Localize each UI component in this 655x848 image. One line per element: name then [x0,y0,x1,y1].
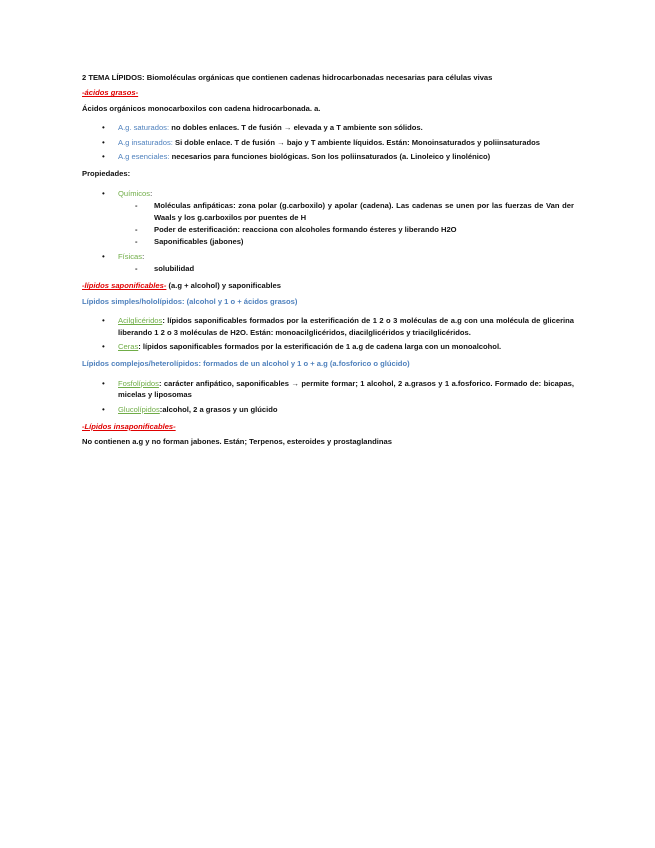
item-text: : lípidos saponificables formados por la esterificación de 1 2 o 3 moléculas de a.g con una molécula de glicerina liberando 1 2 o 3 moléculas de H2O. Están: monoacilglicéridos, diacilglicéridos y triacilglicéridos. [118,316,574,337]
bullet-icon: • [102,251,105,261]
list-item-quimicos [82,188,574,248]
list-item [82,315,574,338]
list-item [82,404,574,415]
item-text: no dobles enlaces. T de fusión → elevada y a T ambiente son sólidos. [171,123,423,133]
list-item [82,151,574,162]
sublist-item [118,236,574,247]
section-heading-saponificables: -lípidos saponificables- [82,281,167,291]
section-heading-acidos-grasos: -ácidos grasos- [82,88,139,98]
list-item [82,378,574,401]
dash-icon: - [135,201,138,211]
saponificables-heading-line [82,280,574,291]
lipid-definition: Biomoléculas orgánicas que contienen cadenas hidrocarbonadas necesarias para células vivas [146,73,493,82]
sublist-text: Poder de esterificación: reacciona con alcoholes formando ésteres y liberando H2O [154,224,457,234]
insaponificables-text: No contienen a.g y no forman jabones. Están; Terpenos, esteroides y prostaglandinas [82,437,393,447]
item-label: Glucolípidos [118,404,160,414]
item-label: A.g insaturados: [118,137,173,147]
acidos-grasos-intro: Ácidos orgánicos monocarboxilos con cadena hidrocarbonada. a. [82,103,321,113]
sublist-text: Moléculas anfipáticas: zona polar (g.carboxilo) y apolar (cadena). Las cadenas se unen por las fuerzas de Van der Waals y los g.carboxilos por puentes de H [154,201,574,222]
sublist-item [118,224,574,235]
page-title: 2 TEMA LÍPIDOS: [82,73,145,82]
item-label: Fosfolípidos [118,378,159,388]
quimicos-colon: : [150,188,153,198]
acidos-grasos-list [82,122,574,162]
item-text: :alcohol, 2 a grasos y un glúcido [159,404,278,414]
sublist-text: Saponificables (jabones) [154,237,244,247]
sublist-text: solubilidad [154,264,195,274]
bullet-icon: • [102,378,105,388]
fisicas-sublist [118,263,574,274]
bullet-icon: • [102,342,105,352]
saponificables-note: (a.g + alcohol) y saponificables [166,281,281,291]
simples-list [82,315,574,352]
list-item-fisicas [82,251,574,275]
dash-icon: - [135,224,138,234]
item-label: A.g esenciales: [118,151,170,161]
bullet-icon: • [102,137,105,147]
item-text: : lípidos saponificables formados por la esterificación de 1 a.g de cadena larga con un monoalcohol. [138,342,502,352]
item-text: Si doble enlace. T de fusión → bajo y T ambiente líquidos. Están: Monoinsaturados y poliinsaturados [175,137,540,147]
propiedades-list [82,188,574,275]
bullet-icon: • [102,316,105,326]
item-label: Ceras [118,342,139,352]
propiedades-heading: Propiedades: [82,169,131,179]
item-label: Acilglicéridos [118,316,163,326]
fisicas-colon: : [142,251,145,261]
item-text: necesarios para funciones biológicas. Son los poliinsaturados (a. Linoleico y linolénico) [171,151,491,161]
complejos-heading: Lípidos complejos/heterolípidos: formados de un alcohol y 1 o + a.g (a.fosforico o glúcido) [82,359,410,369]
bullet-icon: • [102,123,105,133]
complejos-list [82,378,574,415]
list-item [82,122,574,133]
bullet-icon: • [102,188,105,198]
sublist-item [118,263,574,274]
item-text: : carácter anfipático, saponificables → permite formar; 1 alcohol, 2 a.grasos y 1 a.fosforico. Formado de: bicapas, micelas y liposomas [118,378,574,400]
bullet-icon: • [102,151,105,161]
item-label: A.g. saturados: [118,123,170,133]
quimicos-label: Químicos [118,188,151,198]
dash-icon: - [135,264,138,274]
list-item [82,137,574,148]
title-paragraph [82,72,574,83]
bullet-icon: • [102,404,105,414]
document-body [82,72,574,448]
simples-heading: Lípidos simples/hololípidos: (alcohol y 1 o + ácidos grasos) [82,296,298,306]
section-heading-insaponificables: -Lípidos insaponificables- [82,421,176,431]
list-item [82,341,574,352]
sublist-item [118,200,574,223]
quimicos-sublist [118,200,574,248]
dash-icon: - [135,237,138,247]
fisicas-label: Físicas [118,251,143,261]
